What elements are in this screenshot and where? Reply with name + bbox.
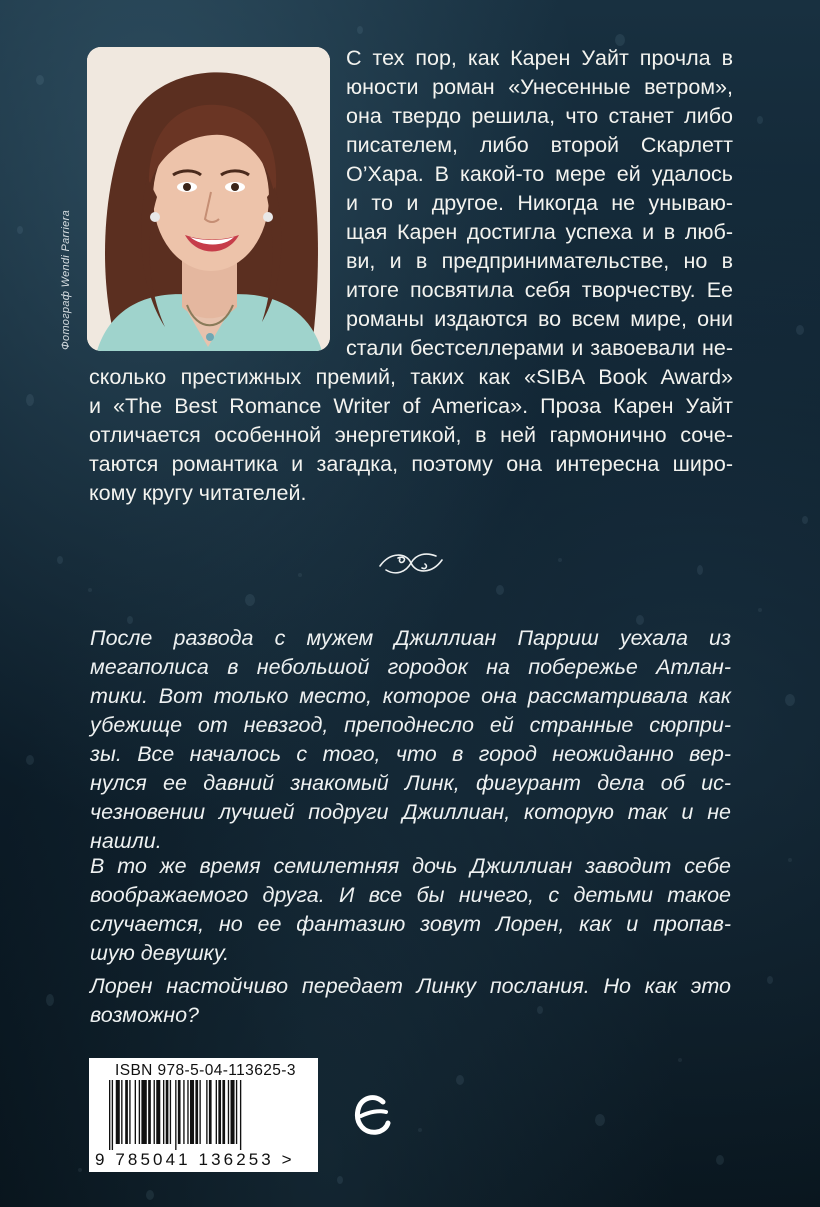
annotation-line: случается, но ее фантазию зовут Лорен, как и пропав- <box>90 912 731 936</box>
bio-line: кому кругу читателей. <box>89 481 307 505</box>
isbn-label: ISBN 978-5-04-113625-3 <box>115 1062 296 1079</box>
barcode-bar <box>222 1080 225 1144</box>
ornamental-flourish-icon <box>376 546 446 580</box>
bio-line: романы издаются во всем мире, они <box>346 307 733 331</box>
bio-line: О’Хара. В какой-то мере ей удалось <box>346 162 733 186</box>
annotation-line: чезновении лучшей подруги Джиллиан, которую так и не <box>90 800 731 824</box>
barcode-bar <box>195 1080 198 1144</box>
barcode-bar <box>121 1080 122 1144</box>
annotation-line: шую девушку. <box>90 941 230 965</box>
annotation-line: зы. Все началось с того, что в город неожиданно вер- <box>90 742 731 766</box>
photo-credit: Фотограф Wendi Parriera <box>60 210 72 350</box>
bio-line: и то и другое. Никогда не унываю- <box>346 191 733 215</box>
barcode-bar <box>228 1080 229 1144</box>
bio-line: С тех пор, как Карен Уайт прочла в <box>346 46 733 70</box>
annotation-line: убежище от невзгод, преподнесло ей странные сюрпри- <box>90 713 731 737</box>
annotation-line: нашли. <box>90 829 162 853</box>
author-portrait-image <box>87 47 330 351</box>
publisher-e-logo-icon <box>353 1092 391 1138</box>
barcode-bar <box>236 1080 237 1144</box>
bio-line: ви, и в предпринимательстве, но в <box>346 249 733 273</box>
barcode-bar <box>129 1080 130 1144</box>
bio-line: сколько престижных премий, таких как «SIBA Book Award» <box>89 365 733 389</box>
barcode-bar <box>163 1080 164 1144</box>
annotation-line: Лорен настойчиво передает Линку послания. Но как это <box>90 974 731 998</box>
annotation-line: В то же время семилетняя дочь Джиллиан заводит себе <box>90 854 731 878</box>
barcode-bar <box>178 1080 181 1144</box>
barcode-bar <box>190 1080 194 1144</box>
barcode-bar <box>112 1080 113 1150</box>
bio-line: щая Карен достигла успеха и в люб- <box>346 220 733 244</box>
barcode-bar <box>209 1080 212 1144</box>
barcode-bar <box>183 1080 184 1144</box>
annotation-line: После развода с мужем Джиллиан Парриш уехала из <box>90 626 731 650</box>
ean-digits: 9 785041 136253 > <box>95 1150 295 1169</box>
barcode-bar <box>175 1080 176 1150</box>
isbn-barcode <box>89 1058 318 1172</box>
bio-line: стали бестселлерами и завоевали не- <box>346 336 733 360</box>
barcode-bar <box>125 1080 128 1144</box>
barcode-bar <box>139 1080 140 1144</box>
barcode-bar <box>218 1080 221 1144</box>
annotation-line: тики. Вот только место, которое она рассматривала как <box>90 684 731 708</box>
author-photo <box>87 47 330 351</box>
barcode-bar <box>141 1080 146 1144</box>
bio-line: юности роман «Унесенные ветром», <box>346 75 733 99</box>
barcode-bar <box>148 1080 151 1144</box>
barcode-bar <box>135 1080 136 1144</box>
bio-line: таются романтика и загадка, поэтому она интересна широ- <box>89 452 733 476</box>
barcode-bar <box>154 1080 155 1144</box>
annotation-line: нулся ее давний знакомый Линк, фигурант дела об ис- <box>90 771 731 795</box>
bio-line: она твердо решила, что станет либо <box>346 104 733 128</box>
barcode-bar <box>109 1080 110 1150</box>
barcode-bars <box>109 1080 307 1150</box>
bio-line: отличается особенной энергетикой, в ней гармонично соче- <box>89 423 733 447</box>
annotation-line: воображаемого друга. И все бы ничего, с детьми такое <box>90 883 731 907</box>
barcode-bar <box>170 1080 171 1144</box>
barcode-bar <box>199 1080 200 1144</box>
annotation-line: возможно? <box>90 1003 199 1027</box>
barcode-bar <box>206 1080 207 1144</box>
barcode-bar <box>216 1080 217 1144</box>
barcode-bar <box>240 1080 241 1150</box>
barcode-bar <box>187 1080 188 1144</box>
barcode-bar <box>166 1080 169 1144</box>
annotation-line: мегаполиса в небольшой городок на побережье Атлан- <box>90 655 731 679</box>
bio-line: и «The Best Romance Writer of America». Проза Карен Уайт <box>89 394 733 418</box>
barcode-bar <box>156 1080 160 1144</box>
bio-line: итоге посвятила себя творчеству. Ее <box>346 278 733 302</box>
bio-line: писателем, либо второй Скарлетт <box>346 133 733 157</box>
barcode-bar <box>231 1080 235 1144</box>
barcode-bar <box>116 1080 120 1144</box>
